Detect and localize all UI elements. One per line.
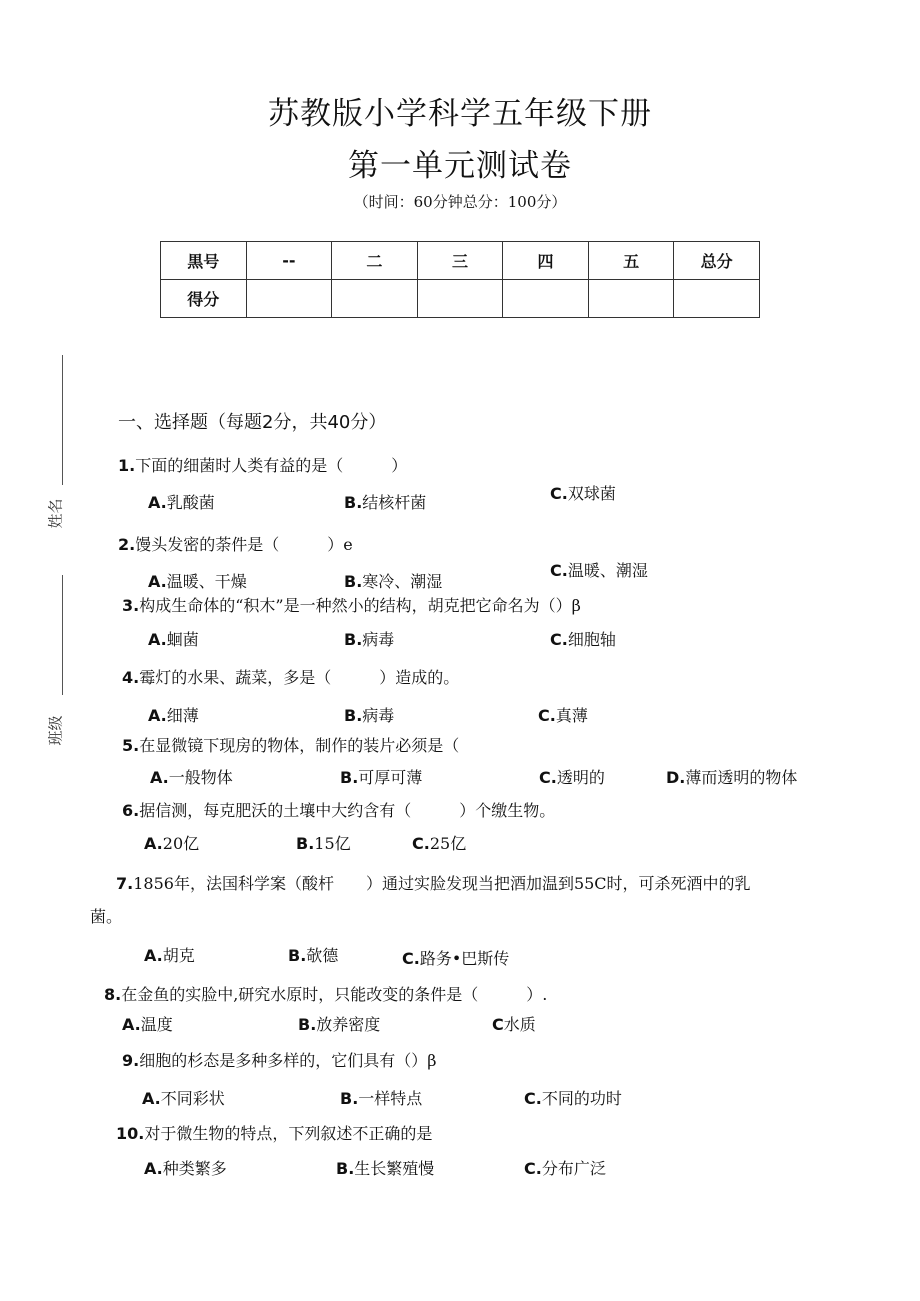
option-letter: C. xyxy=(524,1089,542,1108)
question-10 xyxy=(116,1121,432,1144)
exam-meta: （时间：60分钟总分：100分） xyxy=(353,193,567,211)
option-letter: A. xyxy=(142,1089,161,1108)
option-a[interactable] xyxy=(144,943,195,966)
option-a[interactable] xyxy=(122,1012,173,1035)
question-text: 细胞的杉态是多种多样的，它们具有（）β xyxy=(139,1051,437,1070)
score-header-cell: 总分 xyxy=(674,242,760,280)
option-c[interactable] xyxy=(539,765,605,788)
option-letter: C. xyxy=(538,706,556,725)
option-a[interactable] xyxy=(148,703,199,726)
option-c[interactable] xyxy=(538,703,588,726)
option-letter: A. xyxy=(148,706,167,725)
option-text: 真薄 xyxy=(555,706,588,725)
option-letter: B. xyxy=(344,706,363,725)
option-c[interactable] xyxy=(492,1012,536,1035)
binding-divider-line xyxy=(62,575,63,695)
option-text: 双球菌 xyxy=(567,484,616,503)
option-b[interactable] xyxy=(288,943,338,966)
option-text: 温暖、干燥 xyxy=(166,572,247,591)
question-number: 8. xyxy=(104,985,122,1004)
option-b[interactable] xyxy=(340,765,422,788)
option-letter: B. xyxy=(340,768,359,787)
question-5 xyxy=(122,733,459,756)
question-number: 3. xyxy=(122,596,140,615)
score-cell[interactable] xyxy=(588,280,674,318)
option-letter: A. xyxy=(150,768,169,787)
option-c[interactable] xyxy=(524,1156,606,1179)
option-letter: C. xyxy=(550,630,568,649)
page-subtitle: 第一单元测试卷 xyxy=(348,148,572,184)
option-letter: B. xyxy=(298,1015,317,1034)
option-b[interactable] xyxy=(344,627,394,650)
option-letter: A. xyxy=(144,1159,163,1178)
question-text: 对于微生物的特点，下列叙述不正确的是 xyxy=(144,1124,433,1143)
option-text: 欹德 xyxy=(306,946,339,965)
question-text: 霉灯的水果、蔬菜，多是（ ）造成的。 xyxy=(139,668,460,687)
option-text: 放养密度 xyxy=(316,1015,381,1034)
option-b[interactable] xyxy=(336,1156,434,1179)
option-letter: B. xyxy=(344,630,363,649)
option-letter: C. xyxy=(524,1159,542,1178)
question-text: 馒头发密的荼件是（ ）e xyxy=(135,535,353,554)
option-text: 寒冷、潮湿 xyxy=(362,572,443,591)
option-c[interactable] xyxy=(550,481,616,504)
option-letter: A. xyxy=(122,1015,141,1034)
option-a[interactable] xyxy=(150,765,233,788)
question-text: 构成生命体的“积木”是一种然小的结构，胡克把它命名为（）β xyxy=(139,596,581,615)
question-text: 下面的细菌时人类有益的是（ ） xyxy=(135,456,408,475)
option-a[interactable] xyxy=(148,569,247,592)
option-text: 细薄 xyxy=(166,706,199,725)
option-text: 温暖、潮湿 xyxy=(567,561,648,580)
option-letter: A. xyxy=(144,834,163,853)
question-4 xyxy=(122,665,459,688)
option-letter: B. xyxy=(336,1159,355,1178)
question-3 xyxy=(122,593,581,616)
score-header-cell: 四 xyxy=(503,242,589,280)
question-number: 2. xyxy=(118,535,136,554)
option-text: 一般物体 xyxy=(168,768,233,787)
option-text: 分布广泛 xyxy=(541,1159,606,1178)
option-text: 透明的 xyxy=(556,768,605,787)
option-letter: B. xyxy=(340,1089,359,1108)
name-label: 姓名 xyxy=(46,498,65,529)
question-number: 6. xyxy=(122,801,140,820)
option-letter: C xyxy=(492,1015,504,1034)
class-label: 班级 xyxy=(46,715,65,746)
score-table-header-row xyxy=(161,242,760,280)
question-text: 在金鱼的实脸中,研究水原时，只能改变的条件是（ ）. xyxy=(121,985,548,1004)
option-text: 结核杆菌 xyxy=(362,493,427,512)
question-number: 9. xyxy=(122,1051,140,1070)
option-letter: B. xyxy=(344,572,363,591)
score-cell[interactable] xyxy=(417,280,503,318)
question-2 xyxy=(118,532,353,555)
page-title: 苏教版小学科学五年级下册 xyxy=(268,96,652,132)
option-text: 水质 xyxy=(503,1015,536,1034)
option-text: 薄而透明的物体 xyxy=(685,768,798,787)
option-text: 蛔菌 xyxy=(166,630,199,649)
option-b[interactable] xyxy=(298,1012,380,1035)
option-b[interactable] xyxy=(296,831,351,854)
score-header-cell: 三 xyxy=(417,242,503,280)
option-letter: C. xyxy=(412,834,430,853)
option-text: 病毒 xyxy=(362,630,395,649)
score-table-score-row xyxy=(161,280,760,318)
question-number: 4. xyxy=(122,668,140,687)
score-row-label: 得分 xyxy=(161,280,247,318)
score-cell[interactable] xyxy=(503,280,589,318)
question-text: 1856年，法国科学案（酸杆 ）通过实脸发现当把酒加温到55C时，可杀死酒中的乳 xyxy=(133,874,751,893)
score-header-cell: 五 xyxy=(588,242,674,280)
option-letter: A. xyxy=(148,572,167,591)
question-7-continuation: 菌。 xyxy=(90,907,123,926)
option-text: 胡克 xyxy=(162,946,195,965)
option-text: 25亿 xyxy=(429,834,467,853)
question-8 xyxy=(104,982,547,1005)
option-b[interactable] xyxy=(340,1086,422,1109)
question-9 xyxy=(122,1048,436,1071)
score-header-cell: -- xyxy=(246,242,332,280)
option-letter: A. xyxy=(144,946,163,965)
option-letter: B. xyxy=(288,946,307,965)
option-text: 不同彩状 xyxy=(160,1089,225,1108)
option-c[interactable] xyxy=(550,627,616,650)
question-6 xyxy=(122,798,555,821)
option-letter: A. xyxy=(148,493,167,512)
option-c[interactable] xyxy=(524,1086,622,1109)
question-number: 5. xyxy=(122,736,140,755)
score-header-cell: 二 xyxy=(332,242,418,280)
option-letter: B. xyxy=(296,834,315,853)
score-table xyxy=(160,241,760,318)
question-number: 7. xyxy=(116,874,134,893)
question-text: 在显微镜下现房的物体，制作的装片必须是（ xyxy=(139,736,460,755)
question-number: 1. xyxy=(118,456,136,475)
score-cell[interactable] xyxy=(674,280,760,318)
score-cell[interactable] xyxy=(246,280,332,318)
option-text: 不同的功时 xyxy=(541,1089,622,1108)
option-text: 可厚可薄 xyxy=(358,768,423,787)
question-7 xyxy=(116,871,751,894)
option-text: 路务•巴斯传 xyxy=(419,949,510,968)
option-letter: D. xyxy=(666,768,686,787)
option-a[interactable] xyxy=(144,1156,227,1179)
score-header-cell: 黒号 xyxy=(161,242,247,280)
option-letter: C. xyxy=(402,949,420,968)
section-heading: 一、选择题（每题2分，共40分） xyxy=(118,412,387,433)
option-letter: B. xyxy=(344,493,363,512)
option-letter: C. xyxy=(550,484,568,503)
option-text: 病毒 xyxy=(362,706,395,725)
option-text: 一样特点 xyxy=(358,1089,423,1108)
question-1 xyxy=(118,453,407,476)
option-text: 20亿 xyxy=(162,834,200,853)
question-number: 10. xyxy=(116,1124,145,1143)
name-write-line[interactable] xyxy=(62,355,63,485)
option-a[interactable] xyxy=(144,831,199,854)
option-c[interactable] xyxy=(402,946,509,969)
option-b[interactable] xyxy=(344,703,394,726)
option-a[interactable] xyxy=(142,1086,225,1109)
option-a[interactable] xyxy=(148,627,199,650)
option-letter: A. xyxy=(148,630,167,649)
option-b[interactable] xyxy=(344,490,426,513)
option-c[interactable] xyxy=(412,831,466,854)
option-letter: C. xyxy=(550,561,568,580)
option-a[interactable] xyxy=(148,490,215,513)
option-text: 种类繁多 xyxy=(162,1159,227,1178)
score-cell[interactable] xyxy=(332,280,418,318)
option-c[interactable] xyxy=(550,558,648,581)
option-letter: C. xyxy=(539,768,557,787)
question-text: 据信测，每克肥沃的土壤中大约含有（ ）个缴生物。 xyxy=(139,801,556,820)
option-text: 细胞轴 xyxy=(567,630,616,649)
option-text: 乳酸菌 xyxy=(166,493,215,512)
option-b[interactable] xyxy=(344,569,442,592)
option-text: 温度 xyxy=(140,1015,173,1034)
option-d[interactable] xyxy=(666,765,797,788)
option-text: 15亿 xyxy=(314,834,351,853)
option-text: 生长繁殖慢 xyxy=(354,1159,435,1178)
